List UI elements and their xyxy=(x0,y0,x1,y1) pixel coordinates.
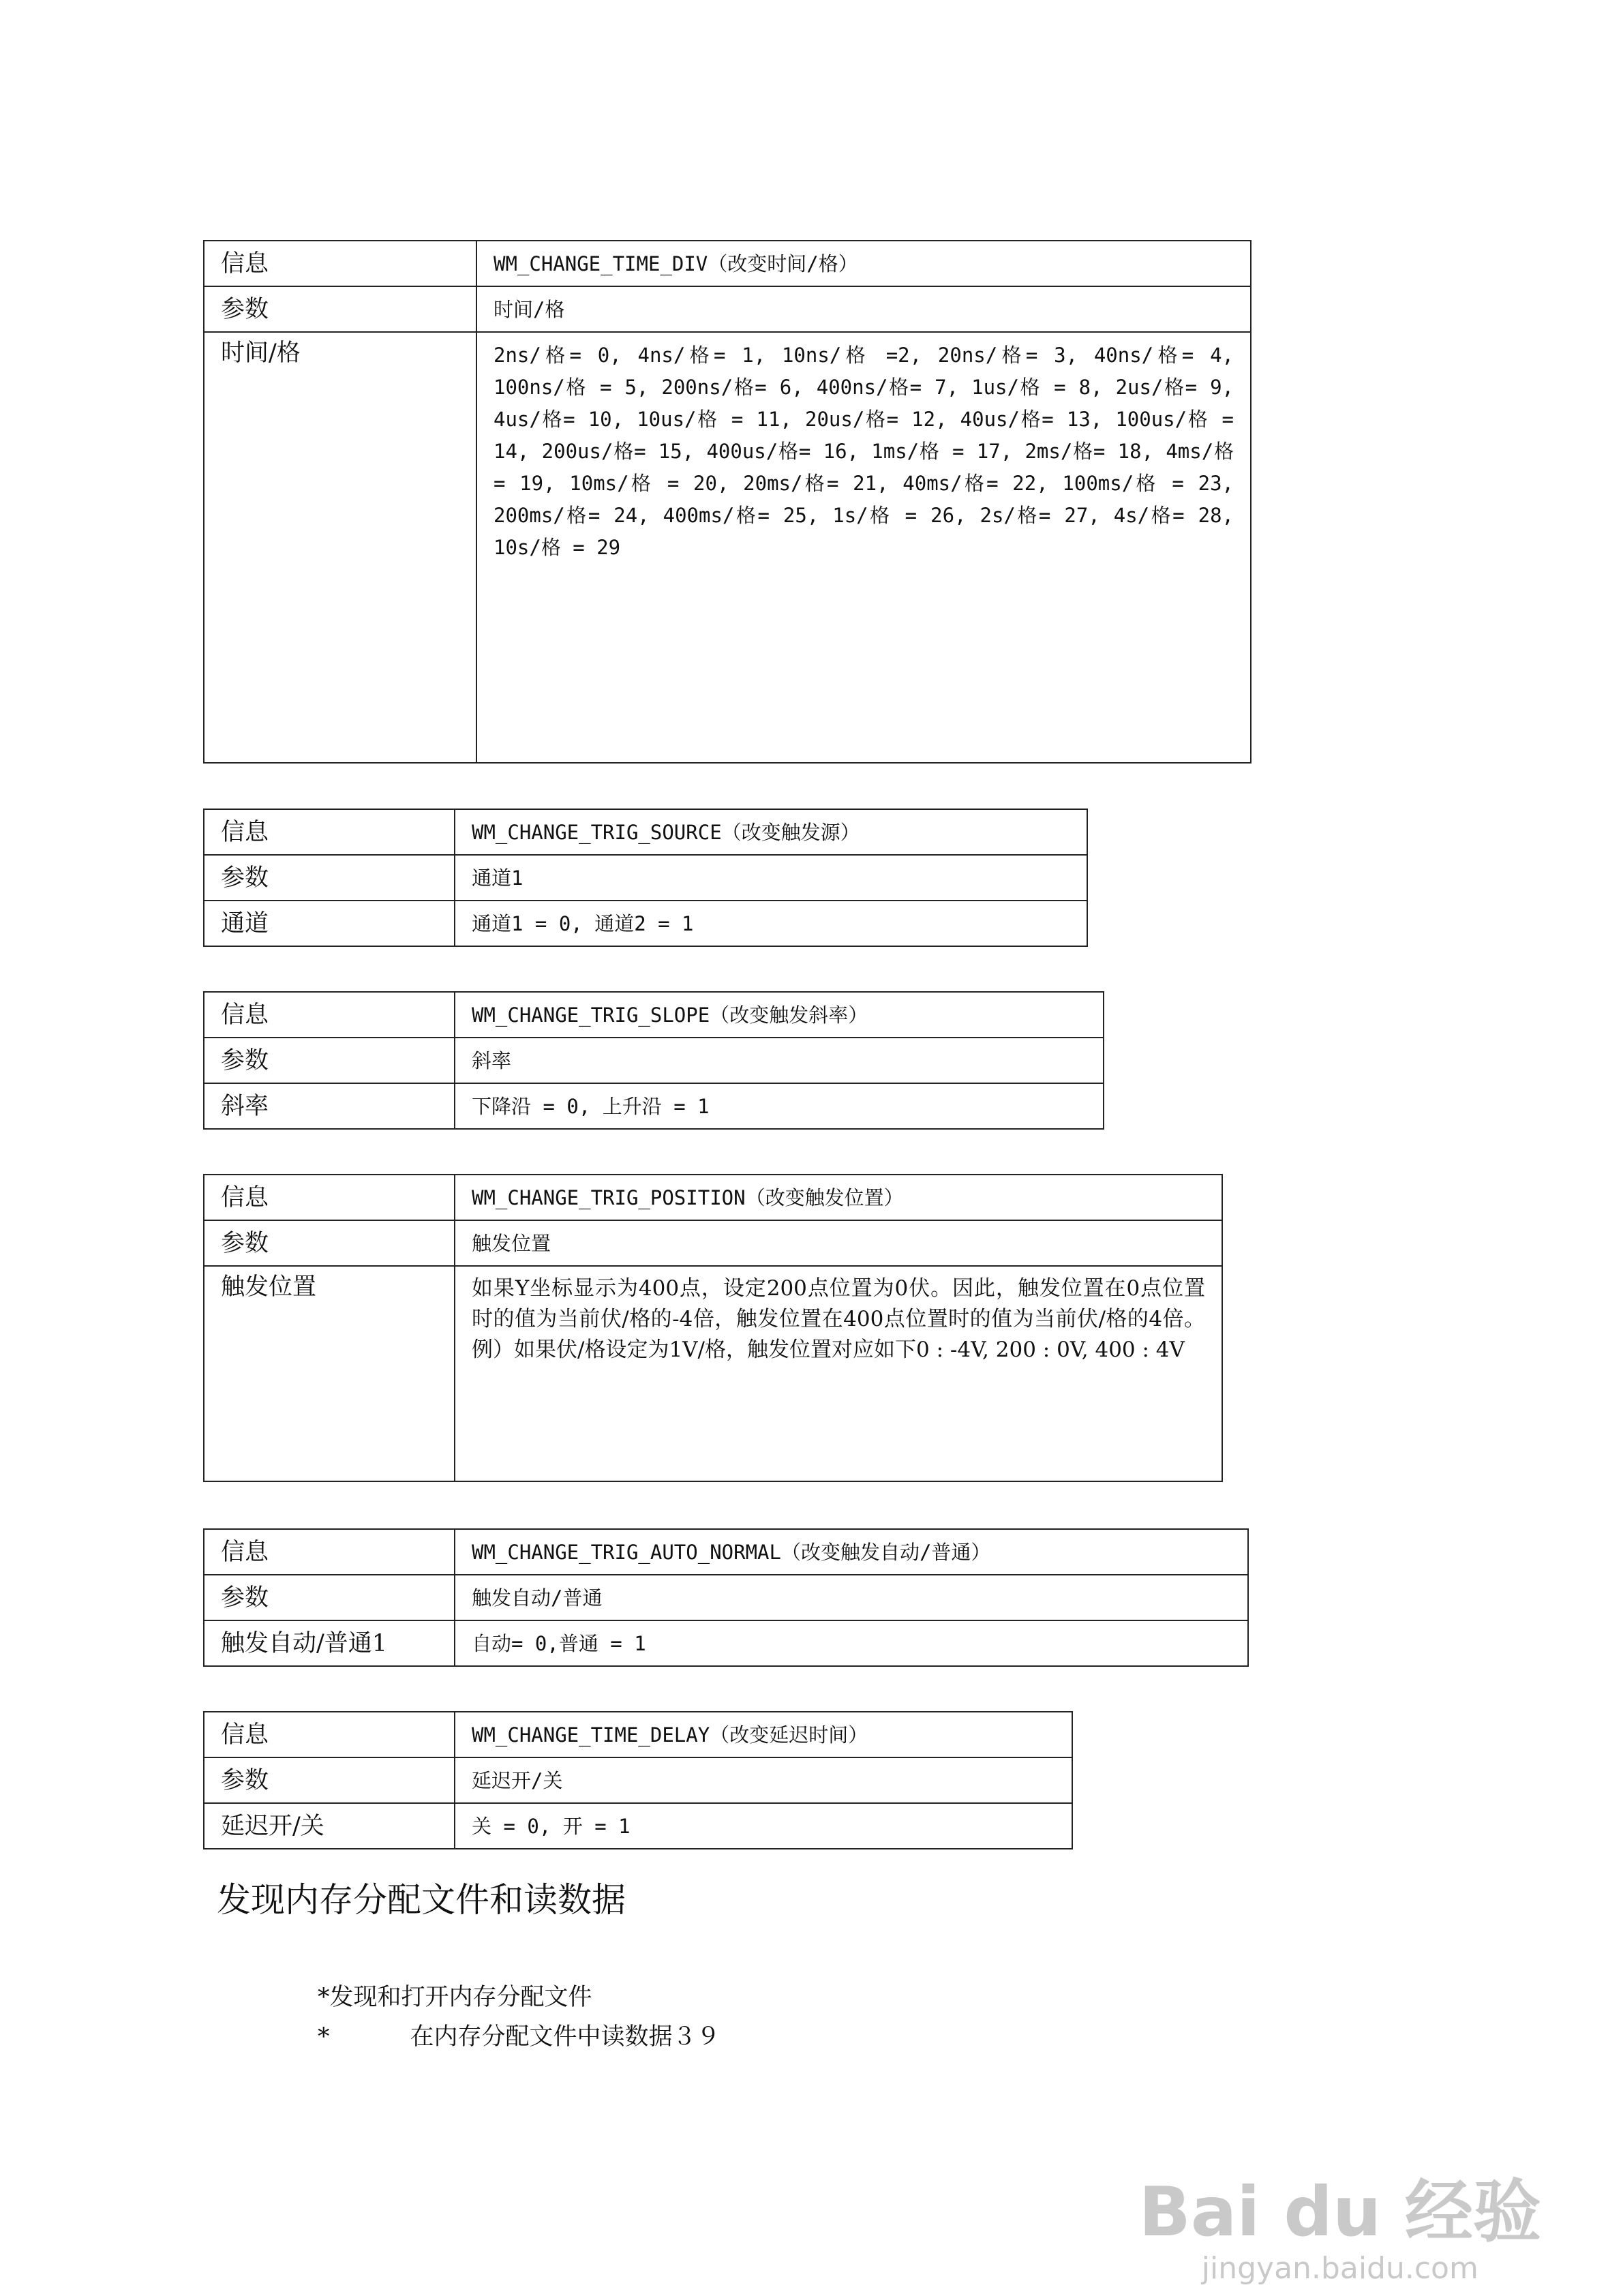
bullet-marker: * xyxy=(318,2023,330,2051)
row-label: 信息 xyxy=(204,1529,455,1575)
message-table-trig-position xyxy=(203,1174,1223,1482)
table-row xyxy=(204,1083,1104,1129)
watermark-url: jingyan.baidu.com xyxy=(1201,2251,1478,2286)
section-heading: 发现内存分配文件和读数据 xyxy=(217,1880,626,1920)
table-row xyxy=(204,855,1087,901)
param-value: 触发自动/普通 xyxy=(455,1575,1248,1620)
message-table-time-delay xyxy=(203,1711,1073,1849)
value-description: 自动= 0,普通 = 1 xyxy=(455,1620,1248,1666)
row-label: 信息 xyxy=(204,1712,455,1757)
row-label: 信息 xyxy=(204,1175,455,1220)
param-value: 通道1 xyxy=(455,855,1087,901)
value-description: 2ns/格= 0, 4ns/格= 1, 10ns/格 =2, 20ns/格= 3, 40ns/格= 4, 100ns/格 = 5, 200ns/格= 6, 400ns/格= 7, 1us/格 = 8, 2us/格= 9, 4us/格= 10, 10us/格 = 11, 20us/格= 12, 40us/格= 13, 100us/格 = 14, 200us/格= 15, 400us/格= 16, 1ms/格 = 17, 2ms/格= 18, 4ms/格= 19, 10ms/格 = 20, 20ms/格= 21, 40ms/格= 22, 100ms/格 = 23, 200ms/格= 24, 400ms/格= 25, 1s/格 = 26, 2s/格= 27, 4s/格= 28, 10s/格 = 29 xyxy=(476,332,1251,763)
table-row xyxy=(204,1620,1248,1666)
table-row xyxy=(204,1712,1072,1757)
table-row xyxy=(204,901,1087,946)
table-row xyxy=(204,286,1251,332)
param-value: 时间/格 xyxy=(476,286,1251,332)
bullet-marker: * xyxy=(318,1984,330,2011)
row-label: 参数 xyxy=(204,1038,455,1083)
list-item-text: 在内存分配文件中读数据３９ xyxy=(410,2023,721,2051)
message-name: WM_CHANGE_TIME_DELAY（改变延迟时间） xyxy=(455,1712,1072,1757)
list-item xyxy=(318,1980,592,2014)
message-name: WM_CHANGE_TRIG_POSITION（改变触发位置） xyxy=(455,1175,1222,1220)
list-item xyxy=(318,2020,721,2054)
message-table-trig-auto-normal xyxy=(203,1528,1249,1667)
value-description: 关 = 0, 开 = 1 xyxy=(455,1803,1072,1849)
message-name: WM_CHANGE_TRIG_SLOPE（改变触发斜率） xyxy=(455,992,1104,1038)
table-row xyxy=(204,1757,1072,1803)
row-label: 触发自动/普通1 xyxy=(204,1620,455,1666)
table-row xyxy=(204,1575,1248,1620)
table-row xyxy=(204,1803,1072,1849)
table-row xyxy=(204,241,1251,286)
message-table-trig-source xyxy=(203,809,1088,947)
row-label: 信息 xyxy=(204,809,455,855)
param-value: 触发位置 xyxy=(455,1220,1222,1266)
baidu-jingyan-watermark xyxy=(1138,2172,1541,2288)
value-description: 通道1 = 0, 通道2 = 1 xyxy=(455,901,1087,946)
table-row xyxy=(204,1266,1222,1481)
row-label: 参数 xyxy=(204,1220,455,1266)
value-description: 下降沿 = 0, 上升沿 = 1 xyxy=(455,1083,1104,1129)
table-row xyxy=(204,1529,1248,1575)
row-label: 时间/格 xyxy=(204,332,476,763)
table-row xyxy=(204,809,1087,855)
row-label: 信息 xyxy=(204,992,455,1038)
table-row xyxy=(204,1038,1104,1083)
message-name: WM_CHANGE_TRIG_SOURCE（改变触发源） xyxy=(455,809,1087,855)
value-description: 如果Y坐标显示为400点，设定200点位置为0伏。因此，触发位置在0点位置时的值为当前伏/格的-4倍，触发位置在400点位置时的值为当前伏/格的4倍。例）如果伏/格设定为1V/格，触发位置对应如下0 : -4V, 200 : 0V, 400 : 4V xyxy=(455,1266,1222,1481)
table-row xyxy=(204,992,1104,1038)
table-row xyxy=(204,1220,1222,1266)
row-label: 参数 xyxy=(204,1575,455,1620)
param-value: 斜率 xyxy=(455,1038,1104,1083)
message-table-time-div xyxy=(203,240,1252,764)
row-label: 参数 xyxy=(204,855,455,901)
row-label: 延迟开/关 xyxy=(204,1803,455,1849)
row-label: 参数 xyxy=(204,1757,455,1803)
table-row xyxy=(204,332,1251,763)
row-label: 触发位置 xyxy=(204,1266,455,1481)
message-name: WM_CHANGE_TIME_DIV（改变时间/格） xyxy=(476,241,1251,286)
message-name: WM_CHANGE_TRIG_AUTO_NORMAL（改变触发自动/普通） xyxy=(455,1529,1248,1575)
row-label: 通道 xyxy=(204,901,455,946)
row-label: 参数 xyxy=(204,286,476,332)
row-label: 信息 xyxy=(204,241,476,286)
watermark-brand: Bai du 经验 xyxy=(1138,2172,1541,2252)
row-label: 斜率 xyxy=(204,1083,455,1129)
list-item-text: 发现和打开内存分配文件 xyxy=(329,1984,592,2011)
table-row xyxy=(204,1175,1222,1220)
message-table-trig-slope xyxy=(203,991,1104,1130)
param-value: 延迟开/关 xyxy=(455,1757,1072,1803)
